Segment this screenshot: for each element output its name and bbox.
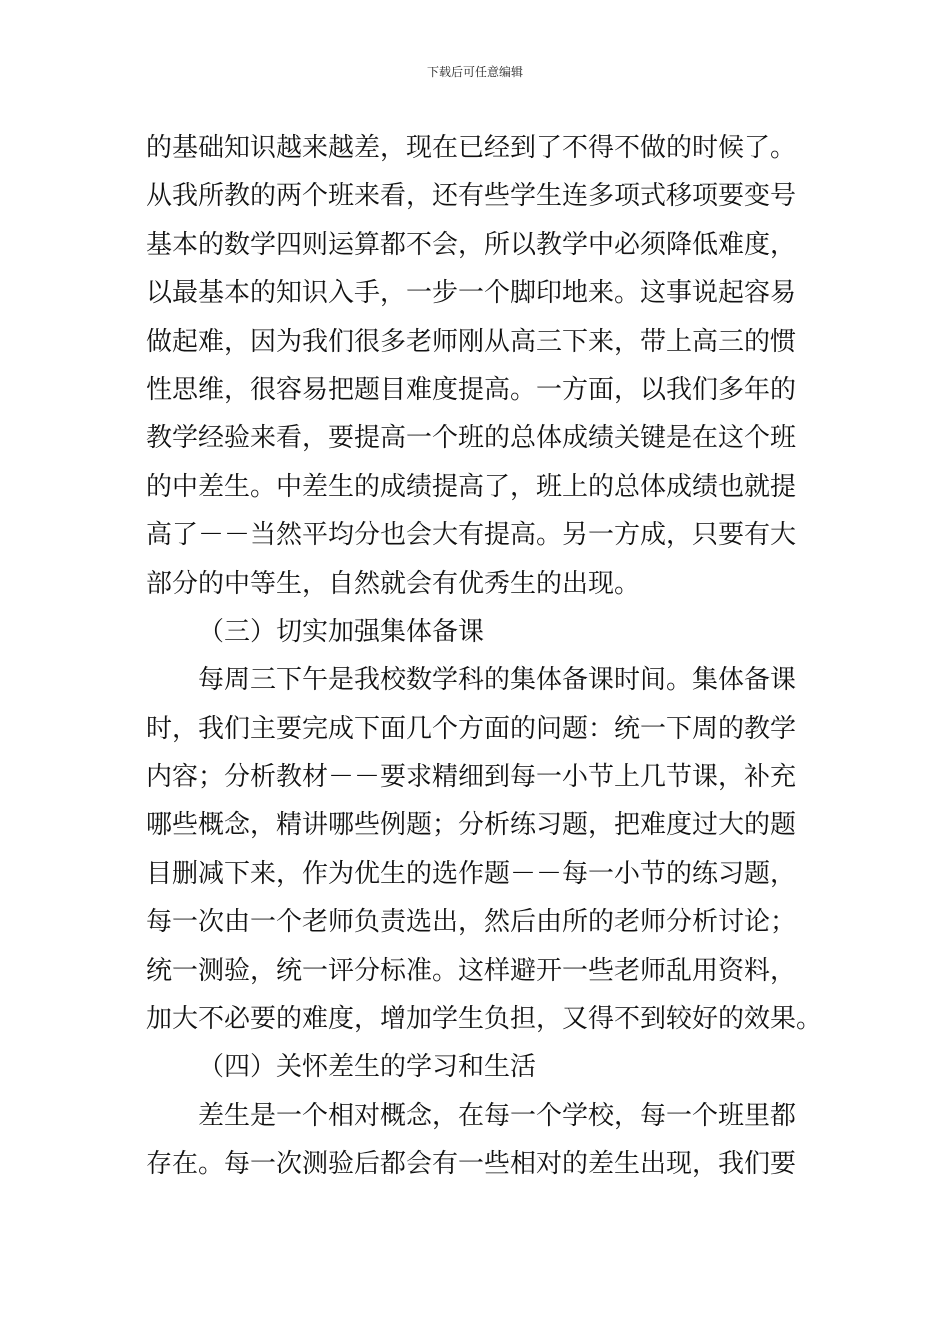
- text-line: 部分的中等生，自然就会有优秀生的出现。: [146, 568, 641, 599]
- text-line: 目删减下来，作为优生的选作题－－每一小节的练习题，: [146, 858, 797, 889]
- text-line: 时，我们主要完成下面几个方面的问题：统一下周的教学: [146, 713, 797, 744]
- page-header: 下载后可任意编辑: [426, 65, 523, 79]
- text-line: 性思维，很容易把题目难度提高。一方面，以我们多年的: [146, 374, 797, 405]
- section-heading: （四）关怀差生的学习和生活: [198, 1052, 537, 1083]
- text-line: 做起难，因为我们很多老师刚从高三下来，带上高三的惯: [146, 326, 797, 357]
- text-line: 内容；分析教材－－要求精细到每一小节上几节课，补充: [146, 762, 797, 793]
- document-body: [146, 124, 823, 1189]
- section-heading: （三）切实加强集体备课: [198, 616, 485, 647]
- text-line: 基本的数学四则运算都不会，所以教学中必须降低难度，: [146, 229, 797, 260]
- text-line: 加大不必要的难度，增加学生负担，又得不到较好的效果。: [146, 1004, 823, 1035]
- paragraph-first-line: 差生是一个相对概念，在每一个学校，每一个班里都: [198, 1100, 797, 1131]
- text-line: 哪些概念，精讲哪些例题；分析练习题，把难度过大的题: [146, 810, 797, 841]
- text-line: 以最基本的知识入手，一步一个脚印地来。这事说起容易: [146, 278, 797, 309]
- text-line: 每一次由一个老师负责选出，然后由所的老师分析讨论；: [146, 907, 797, 938]
- text-line: 教学经验来看，要提高一个班的总体成绩关键是在这个班: [146, 423, 797, 454]
- text-line: 从我所教的两个班来看，还有些学生连多项式移项要变号: [146, 181, 797, 212]
- text-line: 的基础知识越来越差，现在已经到了不得不做的时候了。: [146, 133, 797, 163]
- text-line: 存在。每一次测验后都会有一些相对的差生出现，我们要: [146, 1149, 797, 1180]
- paragraph-first-line: 每周三下午是我校数学科的集体备课时间。集体备课: [198, 665, 797, 696]
- text-line: 统一测验，统一评分标准。这样避开一些老师乱用资料，: [146, 955, 797, 986]
- text-line: 的中差生。中差生的成绩提高了，班上的总体成绩也就提: [146, 471, 797, 502]
- text-line: 高了－－当然平均分也会大有提高。另一方成，只要有大: [146, 520, 797, 551]
